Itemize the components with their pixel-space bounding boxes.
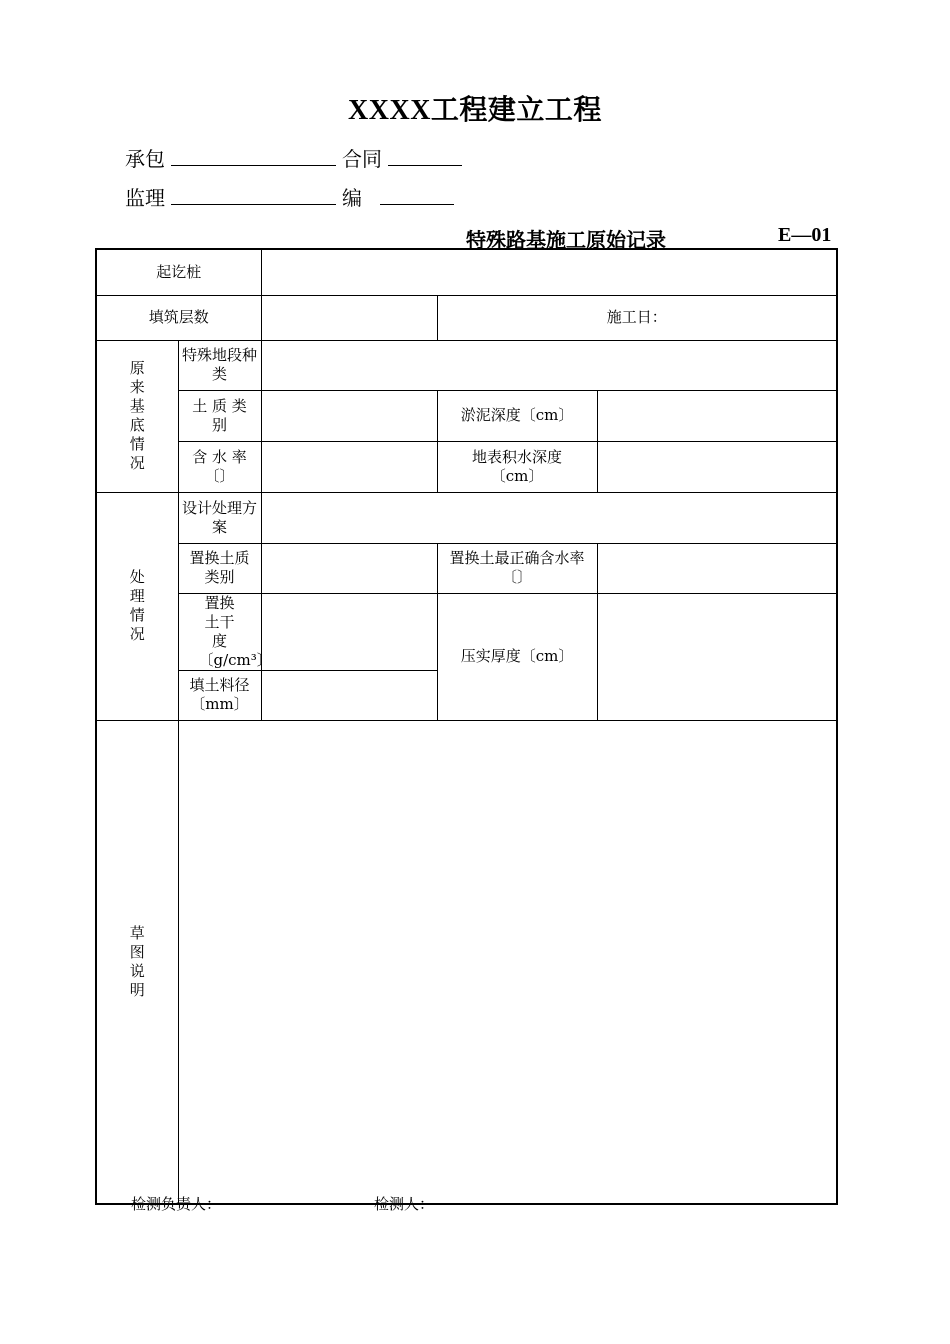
form-title: 特殊路基施工原始记录 xyxy=(466,228,666,252)
design-plan-label: 设计处理方案 xyxy=(178,492,261,543)
fill-grain-size-value[interactable] xyxy=(261,670,437,720)
special-type-value[interactable] xyxy=(261,340,837,390)
document-title: XXXX工程建立工程 xyxy=(348,95,602,126)
replace-dry-density-value[interactable] xyxy=(261,593,437,670)
special-type-label: 特殊地段种类 xyxy=(178,340,261,390)
replace-soil-type-label: 置换土质类别 xyxy=(178,543,261,593)
soil-type-label: 土 质 类 别 xyxy=(178,390,261,441)
water-content-label: 含 水 率〔〕 xyxy=(178,441,261,492)
record-table xyxy=(95,248,838,1205)
contractor-label: 承包 xyxy=(125,147,165,171)
station-label: 起讫桩 xyxy=(96,249,261,295)
treatment-section xyxy=(96,492,178,720)
compaction-thickness-value[interactable] xyxy=(597,593,837,720)
original-base-section xyxy=(96,340,178,492)
supervisor-line xyxy=(125,184,460,211)
fill-grain-size-label: 填土料径〔mm〕 xyxy=(178,670,261,720)
treatment-text: 处理情况 xyxy=(129,568,145,643)
contractor-line xyxy=(125,145,468,172)
compaction-thickness-label: 压实厚度〔cm〕 xyxy=(437,593,597,720)
sketch-area[interactable] xyxy=(178,720,837,1204)
water-content-value[interactable] xyxy=(261,441,437,492)
inspection-lead-label: 检测负责人： xyxy=(131,1195,222,1213)
supervisor-label: 监理 xyxy=(125,186,165,210)
sketch-text: 草图说明 xyxy=(129,923,145,999)
surface-water-depth-value[interactable] xyxy=(597,441,837,492)
inspector-label: 检测人： xyxy=(374,1195,435,1213)
form-code: E—01 xyxy=(778,224,832,246)
replace-soil-type-value[interactable] xyxy=(261,543,437,593)
replace-optimum-water-label: 置换土最正确含水率〔〕 xyxy=(437,543,597,593)
contractor-blank[interactable] xyxy=(171,145,336,166)
fill-layers-value[interactable] xyxy=(261,295,437,340)
number-blank[interactable] xyxy=(380,184,454,205)
construction-date-label[interactable]: 施工日： xyxy=(437,295,837,340)
original-base-text: 原来基底情况 xyxy=(129,359,145,472)
silt-depth-value[interactable] xyxy=(597,390,837,441)
silt-depth-label: 淤泥深度〔cm〕 xyxy=(437,390,597,441)
replace-dry-density-label: 置换土干度〔g/cm³〕 xyxy=(178,593,261,670)
soil-type-value[interactable] xyxy=(261,390,437,441)
fill-layers-label: 填筑层数 xyxy=(96,295,261,340)
design-plan-value[interactable] xyxy=(261,492,837,543)
replace-optimum-water-value[interactable] xyxy=(597,543,837,593)
surface-water-depth-label: 地表积水深度〔cm〕 xyxy=(437,441,597,492)
number-label: 编 xyxy=(342,186,362,210)
station-value[interactable] xyxy=(261,249,837,295)
sketch-section xyxy=(96,720,178,1204)
supervisor-blank[interactable] xyxy=(171,184,336,205)
contract-blank[interactable] xyxy=(388,145,462,166)
contract-label: 合同 xyxy=(342,147,382,171)
